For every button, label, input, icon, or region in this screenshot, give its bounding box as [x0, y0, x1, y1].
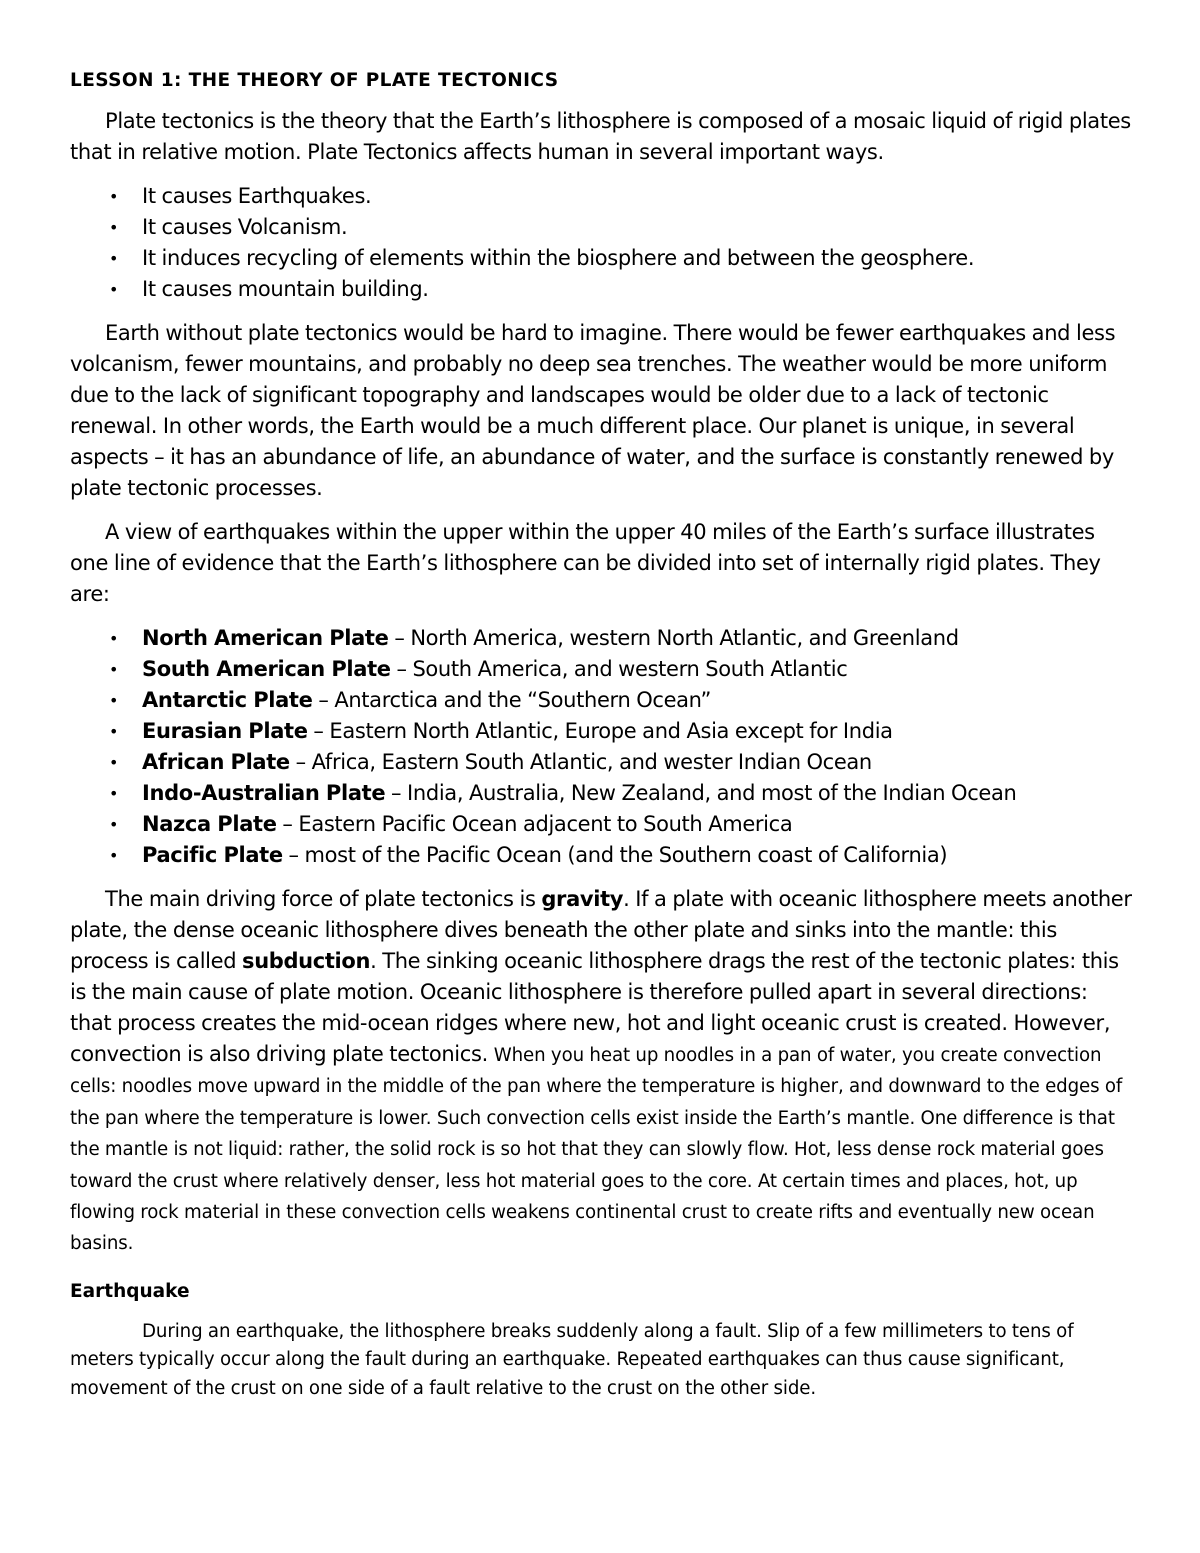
document-page [70, 68, 1132, 1403]
plates-list [70, 623, 1132, 871]
list-item: • It causes Earthquakes. [70, 181, 1132, 212]
bullet-icon: • [109, 280, 119, 299]
bullet-icon: • [109, 187, 119, 206]
earthquake-evidence-paragraph: A view of earthquakes within the upper within the upper 40 miles of the Earth’s surface illustrates one line of evidence that the Earth’s lithosphere can be divided into set of internally rigid plates. They are: [70, 520, 1101, 606]
plate-description: – North America, western North Atlantic, and Greenland [388, 626, 959, 650]
plate-description: – Africa, Eastern South Atlantic, and wester Indian Ocean [289, 750, 872, 774]
bullet-icon: • [109, 660, 119, 679]
plate-name: Indo-Australian Plate [142, 781, 386, 805]
earthquake-paragraph: During an earthquake, the lithosphere breaks suddenly along a fault. Slip of a few millimeters to tens of meters typically occur along the fault during an earthquake. Repeated earthquakes can thus cause significant, movement of the crust on one side of a fault relative to the crust on the other side. [70, 1320, 1074, 1399]
bullet-icon: • [109, 846, 119, 865]
list-item [70, 840, 1132, 871]
plate-name: Antarctic Plate [142, 688, 313, 712]
list-item: • It causes mountain building. [70, 274, 1132, 305]
plate-name: Pacific Plate [142, 843, 283, 867]
plate-description: – India, Australia, New Zealand, and most of the Indian Ocean [385, 781, 1017, 805]
effects-list [70, 181, 1132, 305]
plate-name: Eurasian Plate [142, 719, 308, 743]
list-item [70, 716, 1132, 747]
bullet-icon: • [109, 691, 119, 710]
bullet-icon: • [109, 249, 119, 268]
plate-description: – Antarctica and the “Southern Ocean” [312, 688, 712, 712]
plate-name: South American Plate [142, 657, 391, 681]
plate-name: Nazca Plate [142, 812, 277, 836]
bullet-icon: • [109, 784, 119, 803]
list-item [70, 685, 1132, 716]
gravity-term: gravity [541, 887, 624, 911]
bullet-icon: • [109, 815, 119, 834]
subduction-term: subduction [242, 949, 371, 973]
earthquake-heading: Earthquake [70, 1280, 190, 1302]
intro-paragraph: Plate tectonics is the theory that the Earth’s lithosphere is composed of a mosaic liquid of rigid plates that in relative motion. Plate Tectonics affects human in several important ways. [70, 109, 1131, 164]
plate-description: – Eastern Pacific Ocean adjacent to South America [276, 812, 793, 836]
list-item: • It causes Volcanism. [70, 212, 1132, 243]
driving-force-paragraph: The main driving force of plate tectonics is gravity. If a plate with oceanic lithosphere meets another plate, the dense oceanic lithosphere dives beneath the other plate and sinks into the mantle: this process is called subduction. The sinking oceanic lithosphere drags the rest of the tectonic plates: this is the main cause of plate motion. Oceanic lithosphere is therefore pulled apart in several directions: that process creates the mid-ocean ridges where new, hot and light oceanic crust is created. However, convection is also driving plate tectonics. When you heat up noodles in a pan of water, you create convection cells: noodles move upward in the middle of the pan where the temperature is higher, and downward to the edges of the pan where the temperature is lower. Such convection cells exist inside the Earth’s mantle. One difference is that the mantle is not liquid: rather, the solid rock is so hot that they can slowly flow. Hot, less dense rock material goes toward the crust where relatively denser, less hot material goes to the core. At certain times and places, hot, up flowing rock material in these convection cells weakens continental crust to create rifts and eventually new ocean basins. [70, 887, 1132, 1255]
bullet-icon: • [109, 753, 119, 772]
plate-description: – most of the Pacific Ocean (and the Southern coast of California) [282, 843, 948, 867]
list-item [70, 747, 1132, 778]
list-item [70, 654, 1132, 685]
plate-description: – Eastern North Atlantic, Europe and Asia except for India [307, 719, 893, 743]
list-item [70, 778, 1132, 809]
convection-text: When you heat up noodles in a pan of water, you create convection cells: noodles move upward in the middle of the pan where the temperature is higher, and downward to the edges of the pan where the temperature is lower. Such convection cells exist inside the Earth’s mantle. One difference is that the mantle is not liquid: rather, the solid rock is so hot that they can slowly flow. Hot, less dense rock material goes toward the crust where relatively denser, less hot material goes to the core. At certain times and places, hot, up flowing rock material in these convection cells weakens continental crust to create rifts and eventually new ocean basins. [70, 1045, 1123, 1255]
list-item: • It induces recycling of elements within the biosphere and between the geosphere. [70, 243, 1132, 274]
bullet-icon: • [109, 629, 119, 648]
plate-name: North American Plate [142, 626, 389, 650]
plate-name: African Plate [142, 750, 290, 774]
no-tectonics-paragraph: Earth without plate tectonics would be hard to imagine. There would be fewer earthquakes and less volcanism, fewer mountains, and probably no deep sea trenches. The weather would be more uniform due to the lack of significant topography and landscapes would be older due to a lack of tectonic renewal. In other words, the Earth would be a much different place. Our planet is unique, in several aspects – it has an abundance of life, an abundance of water, and the surface is constantly renewed by plate tectonic processes. [70, 321, 1116, 500]
bullet-icon: • [109, 218, 119, 237]
list-item [70, 809, 1132, 840]
lesson-title: LESSON 1: THE THEORY OF PLATE TECTONICS [70, 70, 559, 91]
bullet-icon: • [109, 722, 119, 741]
plate-description: – South America, and western South Atlantic [390, 657, 848, 681]
list-item [70, 623, 1132, 654]
